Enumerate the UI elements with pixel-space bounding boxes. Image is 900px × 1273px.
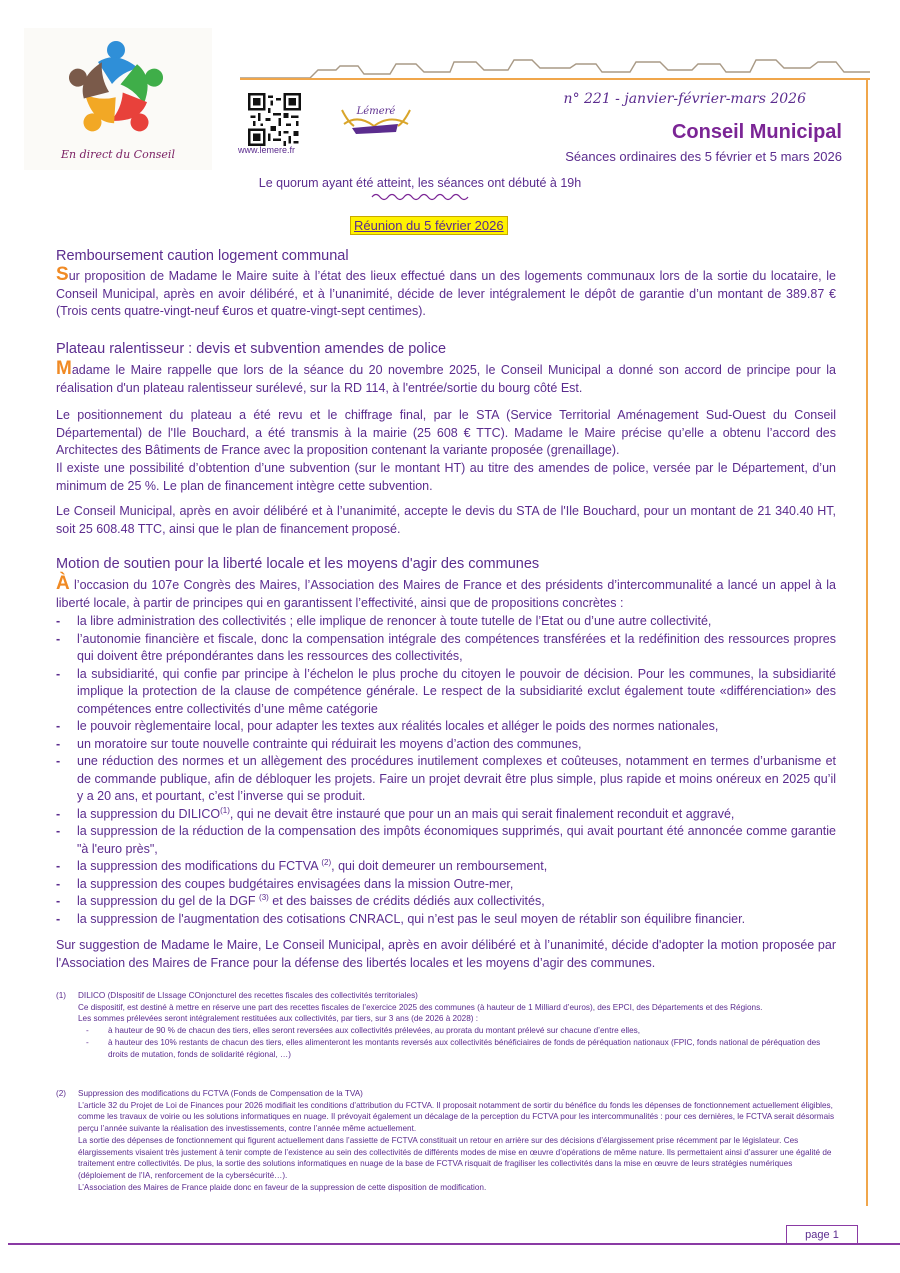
footnote-number: (1) <box>56 991 67 1000</box>
motion-list <box>56 613 836 928</box>
footnote-subitem <box>78 1025 836 1037</box>
footnote-title: DILICO (DIspositif de LIssage COnjoncturel des recettes fiscales des collectivités territoriales) <box>78 991 418 1000</box>
bullet-dash: - <box>56 894 61 908</box>
list-item <box>56 666 836 719</box>
list-item-text: et des baisses de crédits dédiés aux collectivités, <box>268 894 545 908</box>
footnote-ref: (2) <box>321 857 332 867</box>
drop-cap: S <box>56 264 69 285</box>
section-heading-motion: Motion de soutien pour la liberté locale et les moyens d'agir des communes <box>56 556 540 572</box>
bullet-dash: - <box>56 806 61 821</box>
paragraph-plateau-4: Le Conseil Municipal, après en avoir délibéré et à l’unanimité, accepte le devis du STA de l'Ile Bouchard, pour un montant de 21 340.40 HT, soit 25 608.48 TTC, ainsi que le plan de financement proposé. <box>56 504 836 536</box>
ornament-divider-icon <box>368 192 478 202</box>
paragraph-motion-intro <box>56 573 836 612</box>
footnote-title: Suppression des modifications du FCTVA (Fonds de Compensation de la TVA) <box>78 1089 363 1098</box>
paragraph-text: ur proposition de Madame le Maire suite à l’état des lieux effectué dans un des logements communaux lors de la sortie du locataire, le Conseil Municipal, après en avoir délibéré, et à l’unanimité, décide de lever intégralement le dépôt de garantie d’un montant de 389.87 € (Trois cents quatre-vingt-neuf €uros et quatre-vingt-sept centimes). <box>56 269 836 318</box>
bullet-dash: - <box>56 859 61 873</box>
footnote-ref: (1) <box>220 805 230 815</box>
footnote-line: à hauteur des 10% restants de chacun des tiers, elles alimenteront les montants reversés aux collectivités bénéficiaires de fonds de péréquation nationaux (FPIC, fonds national de péréquation des droits de mutation, fonds de solidarité régional, …) <box>108 1037 821 1059</box>
paragraph-text: adame le Maire rappelle que lors de la séance du 20 novembre 2025, le Conseil Municipal a donné son accord de principe pour la réalisation d'un plateau ralentisseur surélevé, sur la RD 114, à l'entrée/sortie du bourg côté Est. <box>56 363 836 395</box>
section-heading-plateau: Plateau ralentisseur : devis et subvention amendes de police <box>56 341 447 357</box>
footnote-subitem <box>78 1037 836 1060</box>
list-item-text: , qui ne devait être instauré que pour un an mais qui serait finalement reconduit et aggravé, <box>229 806 735 821</box>
page-title: Conseil Municipal <box>671 121 842 143</box>
drop-cap: À <box>56 573 70 594</box>
list-item-text: la subsidiarité, qui confie par principe à l’échelon le plus proche du citoyen le pouvoir de décision. Pour les communes, la subsidiarité implique la protection de la clause de compétence générale. Le respect de la subsidiarité exclut également toute «différenciation» des compétences entre collectivités d’une même catégorie <box>77 666 836 716</box>
issue-number: n° 221 - janvier-février-mars 2026 <box>563 91 806 107</box>
list-item <box>56 806 836 824</box>
bullet-dash: - <box>86 1037 89 1047</box>
footer-rule <box>8 1243 900 1245</box>
paragraph-text: l’occasion du 107e Congrès des Maires, l’Association des Maires de France et des présidents d’intercommunalité a lancé un appel à la liberté locale, à partir de principes qui en garantissent l’effectivité, ainsi que de propositions concrètes : <box>56 578 836 610</box>
bullet-dash: - <box>56 614 61 628</box>
bullet-dash: - <box>56 876 61 891</box>
list-item <box>56 736 836 754</box>
footnote-line: L’Association des Maires de France plaide donc en faveur de la suppression de cette disposition de modification. <box>78 1182 487 1192</box>
village-skyline-icon <box>240 52 870 82</box>
list-item <box>56 893 836 911</box>
bullet-dash: - <box>56 754 61 768</box>
list-item-text: , qui doit demeurer un remboursement, <box>331 859 548 873</box>
footnote-line: à hauteur de 90 % de chacun des tiers, elles seront reversées aux collectivités prélevées, au prorata du montant prélevé sur chacune d’entre elles, <box>108 1026 641 1036</box>
list-item <box>56 858 836 876</box>
footnote-line: Ce dispositif, est destiné à mettre en réserve une part des recettes fiscales de l’exercice 2025 des communes (à hauteur de 1 Milliard d’euros), des EPCI, des Départements et des Régions. <box>78 1002 763 1012</box>
bullet-dash: - <box>56 736 61 751</box>
page-border-right <box>866 78 868 1206</box>
footnote-1 <box>56 990 836 1060</box>
footnote-number: (2) <box>56 1089 67 1098</box>
footnote-line: L’article 32 du Projet de Loi de Finances pour 2026 modifiait les conditions d’attribution du FCTVA. Il proposait notamment de sortir du bénéfice du fonds les dépenses de fonctionnement actuellement éligibles, comme les travaux de voirie ou les solutions informatiques en nuage. Il prévoyait également un décalage de la perception du FCTVA pour les intercommunalités : pour ces dernières, le FCTVA serait désormais perçu l’année suivante la réalisation des investissements, contre l’année même actuellement. <box>78 1100 835 1134</box>
list-item <box>56 911 836 929</box>
paragraph-plateau-3: Il existe une possibilité d’obtention d’une subvention (sur le montant HT) au titre des amendes de police, versée par le Département, d’un minimum de 25 %. Le plan de financement intègre cette subvention. <box>56 461 836 493</box>
list-item-text: la suppression du gel de la DGF <box>77 894 260 908</box>
meeting-date-label: Réunion du 5 février 2026 <box>350 216 508 235</box>
bullet-dash: - <box>56 666 61 681</box>
footnote-2 <box>56 1088 836 1193</box>
list-item-text: la libre administration des collectivités ; elle implique de renoncer à toute tutelle de l’Etat ou d’une autre collectivité, <box>77 614 712 628</box>
footnote-line: La sortie des dépenses de fonctionnement qui figurent actuellement dans l’assiette de FCTVA constituait un retour en arrière sur des décisions d’élargissement prise récemment par le législateur. Ces élargissements visaient très justement à tenir compte de l’existence au sein des collectivités de différents modes de mise en œuvre d’opérations de même nature. Ils permettaient ainsi d’assurer une égalité de traitement entre collectivités. De plus, la sortie des solutions informatiques en nuage de la base de FCTVA risquait de fragiliser les collectivités dans la mise en œuvre de leurs stratégies numériques (déploiement de l’IA, renforcement de la cybersécurité…). <box>78 1135 832 1180</box>
footnote-ref: (3) <box>259 892 269 902</box>
list-item <box>56 753 836 806</box>
qr-code-icon <box>248 93 301 146</box>
sessions-subtitle: Séances ordinaires des 5 février et 5 mars 2026 <box>565 149 842 164</box>
site-url-link[interactable]: www.lemere.fr <box>238 145 296 155</box>
bullet-dash: - <box>56 824 61 838</box>
quorum-note: Le quorum ayant été atteint, les séances ont débuté à 19h <box>258 176 582 190</box>
drop-cap: M <box>56 358 72 379</box>
list-item <box>56 631 836 666</box>
footnote-line: Les sommes prélevées seront intégralement restituées aux collectivités, par tiers, sur 3 ans (de 2026 à 2028) : <box>78 1014 479 1024</box>
list-item-text: la suppression du DILICO <box>77 806 221 821</box>
list-item-text: la suppression de la réduction de la compensation des impôts économiques supprimés, qui avait pourtant été annoncée comme garantie "à l'euro près", <box>77 824 836 856</box>
list-item-text: le pouvoir règlementaire local, pour adapter les textes aux réalités locales et alléger le poids des normes nationales, <box>77 719 719 733</box>
page-number: page 1 <box>786 1225 858 1244</box>
village-emblem <box>338 100 414 136</box>
list-item <box>56 718 836 736</box>
list-item <box>56 823 836 858</box>
paragraph-plateau-2: Le positionnement du plateau a été revu et le chiffrage final, par le STA (Service Territorial Aménagement Sud-Ouest du Conseil Départemental) de l'Ile Bouchard, a été transmis à la mairie (25 608 € TTC). Madame le Maire précise qu’elle a obtenu l’accord des Architectes des Bâtiments de France avec la proposition contenant la variante proposée (grenaillage). <box>56 408 836 457</box>
bullet-dash: - <box>56 719 61 733</box>
list-item-text: la suppression de l'augmentation des cotisations CNRACL, qui n’est pas le seul moyen de rétablir son équilibre financier. <box>77 911 746 926</box>
emblem-text: Lémeré <box>356 106 396 117</box>
list-item-text: la suppression des modifications du FCTVA <box>77 859 322 873</box>
bullet-dash: - <box>56 631 61 646</box>
list-item-text: la suppression des coupes budgétaires envisagées dans la mission Outre-mer, <box>77 876 514 891</box>
list-item <box>56 613 836 631</box>
list-item-text: une réduction des normes et un allègement des procédures inutilement complexes et coûteuses, notamment en termes d’urbanisme et de commande publique, afin de débloquer les projets. Faire un projet devrait être plus simple, plus rapide et moins onéreux en 2025 qu’il y a 20 ans, et pourtant, c’est l’inverse qui se produit. <box>77 754 836 803</box>
logo-caption: En direct du Conseil <box>61 148 175 161</box>
bullet-dash: - <box>56 911 61 926</box>
bullet-dash: - <box>86 1026 89 1036</box>
list-item <box>56 876 836 894</box>
paragraph-plateau-1 <box>56 358 836 397</box>
paragraph-caution <box>56 264 836 321</box>
wheat-emblem-icon <box>338 100 414 136</box>
list-item-text: un moratoire sur toute nouvelle contrainte qui réduirait les moyens d’action des communes, <box>77 736 582 751</box>
section-heading-caution: Remboursement caution logement communal <box>56 248 349 264</box>
list-item-text: l’autonomie financière et fiscale, donc la compensation intégrale des compétences transférées et la redéfinition des ressources propres qui doivent être prépondérantes dans les ressources des collectivités, <box>77 631 836 663</box>
paragraph-motion-conclusion: Sur suggestion de Madame le Maire, Le Conseil Municipal, après en avoir délibéré et à l’unanimité, décide d'adopter la motion proposée par l'Association des Maires de France pour la défense des libertés locales et les moyens d’agir des communes. <box>56 938 836 970</box>
